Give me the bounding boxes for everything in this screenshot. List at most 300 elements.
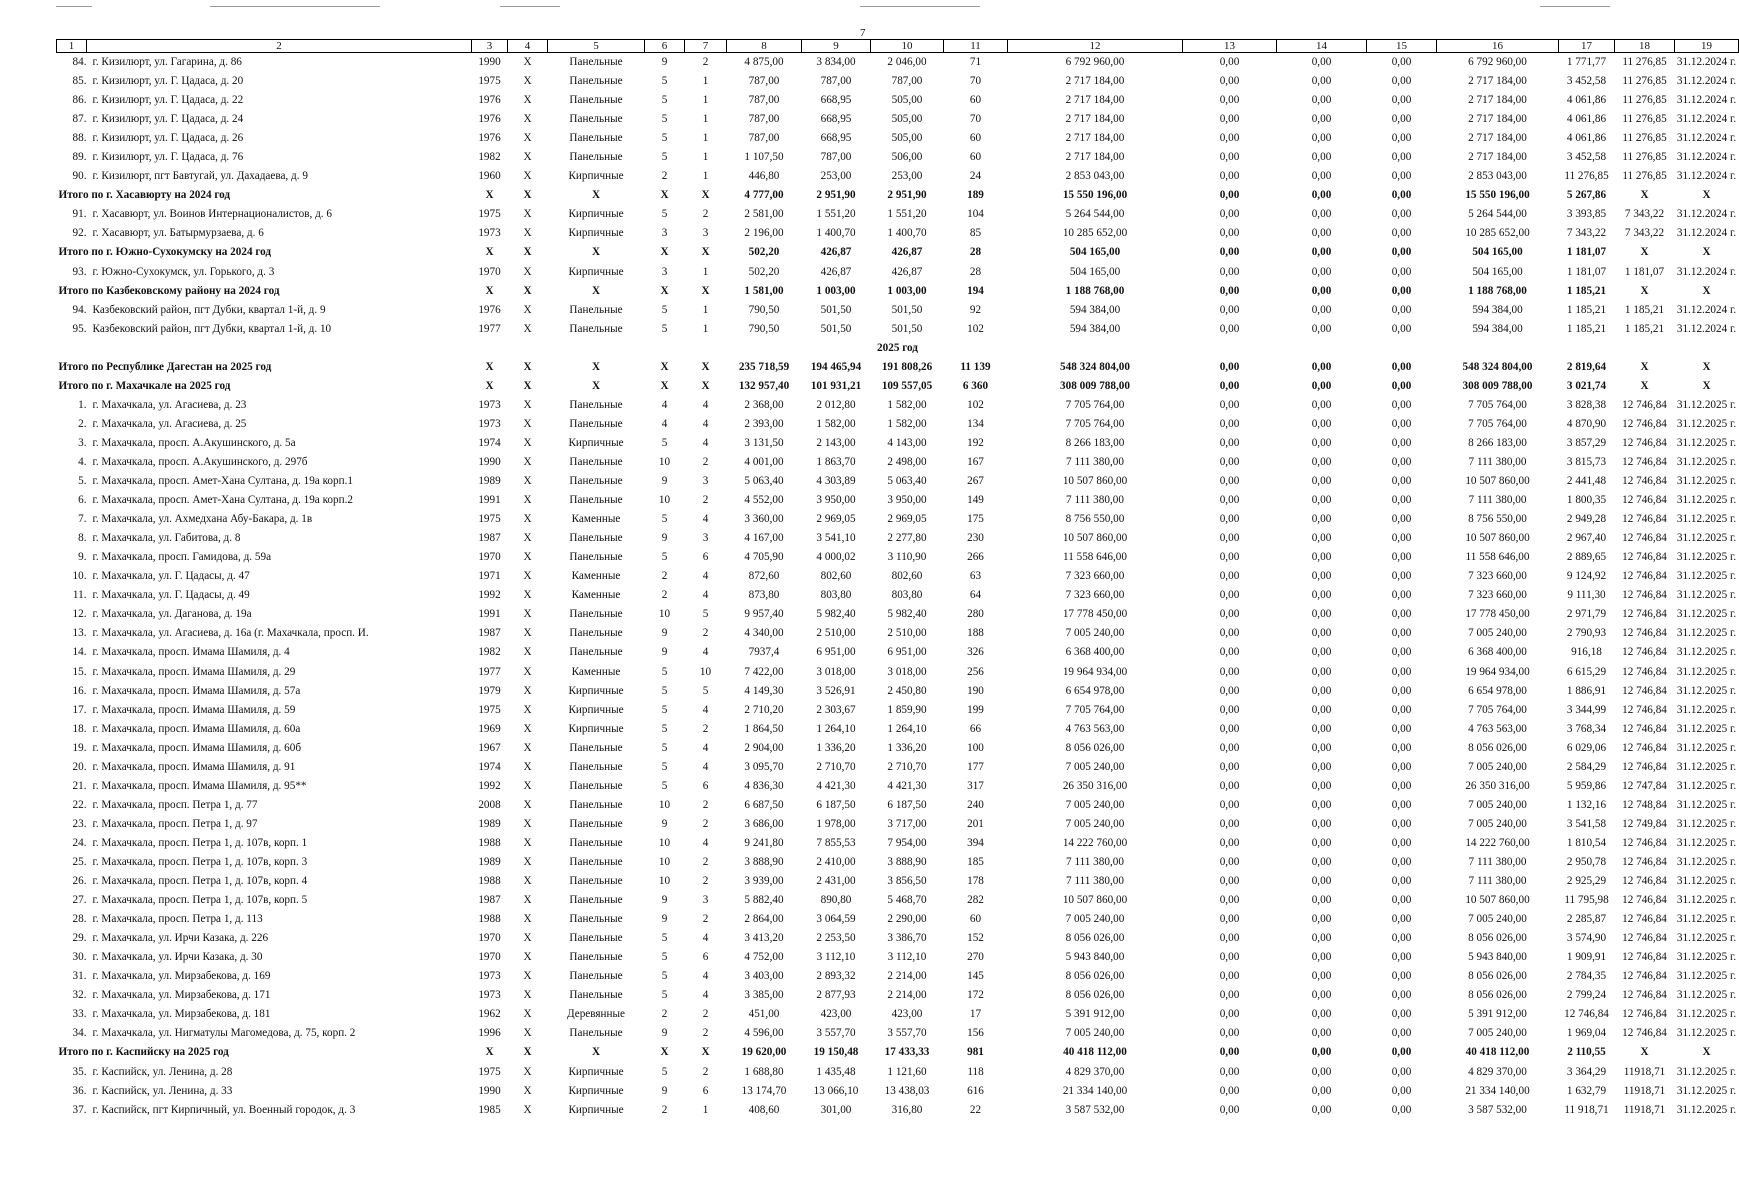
cell-col-12: 15 550 196,00 bbox=[1062, 189, 1128, 202]
cell-col-12: 7 005 240,00 bbox=[1065, 913, 1125, 926]
row-number: 84. bbox=[72, 56, 87, 69]
cell-col-9: 4 000,02 bbox=[816, 551, 856, 564]
cell-col-5: Панельные bbox=[569, 741, 623, 754]
row-number: 15. bbox=[72, 665, 87, 678]
cell-col-12: 7 111 380,00 bbox=[1066, 875, 1124, 888]
cell-col-19: 31.12.2025 г. bbox=[1676, 932, 1737, 945]
cell-col-8: 9 957,40 bbox=[744, 608, 784, 621]
page-number: 7 bbox=[860, 27, 866, 39]
cell-col-9: 3 557,70 bbox=[816, 1027, 856, 1040]
cell-col-10: 4 143,00 bbox=[887, 436, 927, 449]
cell-col-5: Кирпичные bbox=[568, 265, 624, 278]
cell-col-9: 19 150,48 bbox=[813, 1046, 859, 1059]
cell-col-19: 31.12.2024 г. bbox=[1676, 151, 1737, 164]
cell-col-6: 5 bbox=[661, 513, 668, 526]
cell-col-12: 6 792 960,00 bbox=[1065, 56, 1125, 69]
cell-col-17: 1 800,35 bbox=[1566, 494, 1607, 507]
cell-col-18: X bbox=[1640, 360, 1649, 373]
cell-col-9: 890,80 bbox=[820, 894, 852, 907]
cell-col-9: 668,95 bbox=[820, 113, 852, 126]
cell-col-6: 10 bbox=[658, 798, 671, 811]
cell-col-12: 548 324 804,00 bbox=[1060, 360, 1130, 373]
subtotal-label: Итого по г. Махачкале на 2025 год bbox=[58, 379, 231, 392]
address-text: г. Махачкала, ул. Мирзабекова, д. 181 bbox=[92, 1008, 271, 1021]
cell-col-19: X bbox=[1702, 284, 1711, 297]
cell-col-16: 2 717 184,00 bbox=[1468, 151, 1527, 164]
cell-col-4: X bbox=[523, 151, 532, 164]
table-row bbox=[57, 414, 1739, 433]
cell-col-18: 11918,71 bbox=[1623, 1065, 1666, 1078]
cell-col-17: 2 950,78 bbox=[1566, 855, 1607, 868]
cell-col-5: Панельные bbox=[569, 1027, 623, 1040]
cell-col-5: X bbox=[591, 189, 601, 202]
row-number: 93. bbox=[72, 265, 87, 278]
cell-col-19: 31.12.2025 г. bbox=[1676, 741, 1737, 754]
cell-col-12: 8 266 183,00 bbox=[1065, 436, 1125, 449]
row-number: 11. bbox=[72, 589, 87, 602]
cell-col-5: Панельные bbox=[569, 646, 623, 659]
cell-col-6: 9 bbox=[661, 894, 668, 907]
row-number: 16. bbox=[72, 684, 87, 697]
cell-col-9: 253,00 bbox=[820, 170, 852, 183]
cell-col-14: 0,00 bbox=[1311, 760, 1332, 773]
cell-col-7: X bbox=[701, 379, 710, 392]
cell-col-10: 423,00 bbox=[891, 1008, 923, 1021]
cell-col-8: 4 001,00 bbox=[744, 456, 784, 468]
cell-col-18: 1 185,21 bbox=[1624, 303, 1665, 316]
row-number: 91. bbox=[72, 208, 87, 221]
cell-col-11: 256 bbox=[967, 665, 984, 678]
cell-col-13: 0,00 bbox=[1219, 1065, 1240, 1078]
cell-col-11: 17 bbox=[969, 1008, 982, 1021]
cell-col-10: 17 433,33 bbox=[884, 1046, 930, 1059]
cell-col-12: 7 005 240,00 bbox=[1065, 760, 1125, 773]
cell-col-4: X bbox=[523, 322, 532, 335]
cell-col-12: 11 558 646,00 bbox=[1063, 551, 1127, 564]
cell-col-10: 253,00 bbox=[891, 170, 923, 183]
cell-col-16: 2 717 184,00 bbox=[1468, 75, 1527, 88]
address-cell bbox=[57, 948, 472, 967]
cell-col-9: 3 526,91 bbox=[816, 684, 856, 697]
cell-col-16: 7 323 660,00 bbox=[1468, 570, 1527, 583]
cell-col-11: 70 bbox=[969, 75, 982, 88]
cell-col-8: 502,20 bbox=[748, 265, 780, 278]
cell-col-19: 31.12.2024 г. bbox=[1676, 75, 1737, 88]
cell-col-19: 31.12.2025 г. bbox=[1676, 836, 1737, 849]
cell-col-13: 0,00 bbox=[1219, 951, 1240, 964]
cell-col-3: 1975 bbox=[478, 1065, 501, 1078]
cell-col-13: 0,00 bbox=[1219, 836, 1240, 849]
cell-col-15: 0,00 bbox=[1391, 494, 1412, 507]
cell-col-14: 0,00 bbox=[1311, 94, 1332, 107]
cell-col-3: 1974 bbox=[478, 760, 501, 773]
cell-col-4: X bbox=[523, 132, 532, 145]
cell-col-9: 1 582,00 bbox=[816, 417, 856, 430]
cell-col-15: 0,00 bbox=[1391, 170, 1412, 183]
cell-col-8: 3 131,50 bbox=[744, 436, 784, 449]
cell-col-6: 10 bbox=[658, 836, 671, 849]
cell-col-14: 0,00 bbox=[1311, 646, 1332, 659]
cell-col-10: 803,80 bbox=[891, 589, 923, 602]
cell-col-12: 7 705 764,00 bbox=[1065, 417, 1125, 430]
year-label: 2025 год bbox=[877, 341, 918, 354]
cell-col-12: 8 056 026,00 bbox=[1065, 741, 1125, 754]
cell-col-13: 0,00 bbox=[1219, 475, 1240, 488]
table-row bbox=[57, 1005, 1739, 1024]
cell-col-7: 4 bbox=[702, 646, 709, 659]
address-cell bbox=[57, 929, 472, 948]
row-number: 88. bbox=[72, 132, 87, 145]
cell-col-6: 5 bbox=[661, 760, 668, 773]
cell-col-10: 7 954,00 bbox=[887, 836, 927, 849]
address-cell bbox=[57, 300, 472, 319]
cell-col-15: 0,00 bbox=[1391, 951, 1412, 964]
table-row bbox=[57, 776, 1739, 795]
cell-col-7: 2 bbox=[702, 56, 709, 69]
cell-col-3: 1973 bbox=[478, 970, 501, 983]
cell-col-6: 5 bbox=[661, 989, 668, 1002]
cell-col-6: 9 bbox=[661, 627, 668, 640]
cell-col-10: 5 468,70 bbox=[887, 894, 927, 907]
row-number: 30. bbox=[72, 951, 87, 964]
cell-col-10: 1 400,70 bbox=[887, 227, 927, 240]
cell-col-9: 1 435,48 bbox=[816, 1065, 856, 1078]
cell-col-14: 0,00 bbox=[1311, 303, 1332, 316]
cell-col-11: 326 bbox=[967, 646, 984, 659]
cell-col-15: 0,00 bbox=[1391, 284, 1412, 297]
cell-col-4: X bbox=[523, 894, 532, 907]
cell-col-17: 11 918,71 bbox=[1564, 1103, 1609, 1116]
cell-col-11: 63 bbox=[969, 570, 982, 583]
row-number: 1. bbox=[78, 398, 87, 411]
header-row bbox=[57, 40, 1739, 53]
cell-col-12: 2 717 184,00 bbox=[1065, 132, 1125, 145]
cell-col-17: 6 615,29 bbox=[1566, 665, 1607, 678]
cell-col-11: 60 bbox=[969, 94, 982, 107]
cell-col-14: 0,00 bbox=[1311, 265, 1332, 278]
cell-col-11: 28 bbox=[969, 265, 982, 278]
cell-col-13: 0,00 bbox=[1219, 151, 1240, 164]
cell-col-19: 31.12.2025 г. bbox=[1676, 532, 1737, 545]
cell-col-5: Панельные bbox=[569, 551, 623, 564]
cell-col-16: 308 009 788,00 bbox=[1462, 379, 1533, 392]
row-number: 17. bbox=[72, 703, 87, 716]
cell-col-18: 12 746,84 bbox=[1622, 875, 1667, 888]
cell-col-14: 0,00 bbox=[1311, 551, 1332, 564]
cell-col-4: X bbox=[523, 189, 532, 202]
cell-col-5: Панельные bbox=[569, 760, 623, 773]
cell-col-14: 0,00 bbox=[1311, 189, 1332, 202]
cell-col-19: 31.12.2025 г. bbox=[1676, 951, 1737, 964]
cell-col-10: 506,00 bbox=[891, 151, 923, 164]
cell-col-3: X bbox=[485, 284, 494, 297]
cell-col-7: 4 bbox=[702, 570, 709, 583]
cell-col-10: 5 982,40 bbox=[887, 608, 927, 621]
cell-col-5: Панельные bbox=[569, 456, 623, 468]
cell-col-16: 26 350 316,00 bbox=[1465, 779, 1530, 792]
cell-col-8: 6 687,50 bbox=[744, 798, 784, 811]
cell-col-12: 594 384,00 bbox=[1069, 303, 1121, 316]
cell-col-17: 1 181,07 bbox=[1566, 246, 1607, 259]
row-number: 9. bbox=[78, 551, 87, 564]
cell-col-18: X bbox=[1640, 1046, 1649, 1059]
cell-col-18: 12 747,84 bbox=[1622, 779, 1667, 792]
cell-col-9: 802,60 bbox=[820, 570, 852, 583]
cell-col-17: 1 632,79 bbox=[1566, 1084, 1607, 1097]
cell-col-3: 1989 bbox=[478, 817, 501, 830]
cell-col-7: 2 bbox=[702, 817, 709, 830]
address-cell bbox=[57, 167, 472, 186]
cell-col-18: 11 276,85 bbox=[1622, 151, 1667, 164]
cell-col-7: 4 bbox=[702, 970, 709, 983]
cell-col-13: 0,00 bbox=[1219, 246, 1240, 259]
cell-col-9: 426,87 bbox=[820, 265, 852, 278]
cell-col-12: 7 005 240,00 bbox=[1065, 798, 1125, 811]
address-text: г. Кизилюрт, ул. Г. Цадаса, д. 20 bbox=[92, 75, 244, 88]
address-cell bbox=[57, 148, 472, 167]
cell-col-3: 1992 bbox=[478, 589, 501, 602]
column-header: 16 bbox=[1437, 40, 1559, 53]
cell-col-14: 0,00 bbox=[1311, 417, 1332, 430]
table-row bbox=[57, 433, 1739, 452]
cell-col-7: 2 bbox=[702, 208, 709, 221]
cell-col-6: 5 bbox=[661, 208, 668, 221]
cell-col-19: 31.12.2025 г. bbox=[1676, 589, 1737, 602]
cell-col-6: 5 bbox=[661, 132, 668, 145]
address-text: г. Махачкала, ул. Г. Цадасы, д. 47 bbox=[92, 570, 250, 583]
address-cell bbox=[57, 891, 472, 910]
cell-col-12: 3 587 532,00 bbox=[1065, 1103, 1125, 1116]
cell-col-4: X bbox=[523, 246, 532, 259]
cell-col-15: 0,00 bbox=[1391, 703, 1412, 716]
address-text: г. Махачкала, просп. Имама Шамиля, д. 60б bbox=[92, 741, 302, 754]
cell-col-10: 2 214,00 bbox=[887, 970, 927, 983]
cell-col-6: 5 bbox=[661, 551, 668, 564]
cell-col-9: 787,00 bbox=[820, 151, 852, 164]
cell-col-16: 7 005 240,00 bbox=[1468, 913, 1527, 926]
cell-col-7: 5 bbox=[702, 684, 709, 697]
address-text: г. Южно-Сухокумск, ул. Горького, д. 3 bbox=[92, 265, 275, 278]
table-row bbox=[57, 72, 1739, 91]
row-number: 10. bbox=[72, 570, 87, 583]
cell-col-7: 4 bbox=[702, 836, 709, 849]
cell-col-10: 3 112,10 bbox=[887, 951, 927, 964]
cell-col-8: 3 095,70 bbox=[744, 760, 784, 773]
cell-col-3: 1985 bbox=[478, 1103, 501, 1116]
cell-col-9: 3 834,00 bbox=[816, 56, 856, 69]
cell-col-7: 5 bbox=[702, 608, 709, 621]
cell-col-12: 10 507 860,00 bbox=[1062, 894, 1128, 907]
cell-col-19: 31.12.2024 г. bbox=[1676, 94, 1737, 107]
cell-col-18: 12 746,84 bbox=[1622, 627, 1667, 640]
cell-col-13: 0,00 bbox=[1219, 932, 1240, 945]
cell-col-17: 4 061,86 bbox=[1566, 94, 1607, 107]
cell-col-19: X bbox=[1702, 246, 1711, 259]
cell-col-17: 3 393,85 bbox=[1566, 208, 1607, 221]
cell-col-10: 1 582,00 bbox=[887, 398, 927, 411]
cell-col-14: 0,00 bbox=[1311, 741, 1332, 754]
cell-col-9: 2 710,70 bbox=[816, 760, 856, 773]
cell-col-4: X bbox=[523, 1008, 532, 1021]
address-cell bbox=[57, 1062, 472, 1081]
cell-col-5: Кирпичные bbox=[568, 170, 624, 183]
cell-col-4: X bbox=[523, 608, 532, 621]
cell-col-11: 280 bbox=[967, 608, 984, 621]
cell-col-3: 1977 bbox=[478, 322, 501, 335]
column-header: 15 bbox=[1367, 40, 1437, 53]
cell-col-8: 2 581,00 bbox=[744, 208, 784, 221]
cell-col-6: 5 bbox=[661, 1065, 668, 1078]
cell-col-8: 4 875,00 bbox=[744, 56, 784, 69]
cell-col-4: X bbox=[523, 1103, 532, 1116]
cell-col-5: Панельные bbox=[569, 494, 623, 507]
cell-col-6: 10 bbox=[658, 608, 671, 621]
cell-col-7: 2 bbox=[702, 1008, 709, 1021]
cell-col-13: 0,00 bbox=[1219, 703, 1240, 716]
cell-col-4: X bbox=[523, 398, 532, 411]
cell-col-3: 1962 bbox=[478, 1008, 501, 1021]
cell-col-13: 0,00 bbox=[1219, 284, 1240, 297]
cell-col-13: 0,00 bbox=[1219, 398, 1240, 411]
cell-col-18: 12 746,84 bbox=[1622, 760, 1667, 773]
cell-col-3: 1975 bbox=[478, 703, 501, 716]
cell-col-6: 9 bbox=[661, 56, 668, 69]
cell-col-16: 7 323 660,00 bbox=[1468, 589, 1527, 602]
address-cell bbox=[57, 1024, 472, 1043]
cell-col-19: 31.12.2024 г. bbox=[1676, 170, 1737, 183]
column-header: 4 bbox=[508, 40, 548, 53]
cell-col-6: 9 bbox=[661, 532, 668, 545]
address-text: г. Махачкала, просп. Гамидова, д. 59а bbox=[92, 551, 272, 564]
cell-col-5: Кирпичные bbox=[568, 1084, 624, 1097]
cell-col-5: Панельные bbox=[569, 970, 623, 983]
row-number: 7. bbox=[78, 513, 87, 526]
table-row bbox=[57, 1100, 1739, 1119]
cell-col-5: Кирпичные bbox=[568, 684, 624, 697]
cell-col-18: 12 746,84 bbox=[1622, 970, 1667, 983]
cell-col-10: 191 808,26 bbox=[881, 360, 933, 373]
address-cell bbox=[57, 491, 472, 510]
cell-col-8: 4 777,00 bbox=[744, 189, 784, 202]
cell-col-11: 177 bbox=[967, 760, 984, 773]
cell-col-13: 0,00 bbox=[1219, 875, 1240, 888]
cell-col-17: 1 969,04 bbox=[1566, 1027, 1607, 1040]
cell-col-7: 1 bbox=[702, 75, 709, 88]
cell-col-11: 145 bbox=[967, 970, 984, 983]
address-text: г. Махачкала, просп. Имама Шамиля, д. 60а bbox=[92, 722, 301, 735]
address-cell bbox=[57, 1100, 472, 1119]
cell-col-14: 0,00 bbox=[1311, 932, 1332, 945]
address-text: г. Махачкала, просп. Петра 1, д. 107в, корп. 5 bbox=[92, 894, 308, 907]
cell-col-7: 2 bbox=[702, 1027, 709, 1040]
column-header: 5 bbox=[548, 40, 645, 53]
cell-col-4: X bbox=[523, 741, 532, 754]
cell-col-12: 5 391 912,00 bbox=[1065, 1008, 1125, 1021]
cell-col-15: 0,00 bbox=[1391, 608, 1412, 621]
cell-col-13: 0,00 bbox=[1219, 208, 1240, 221]
address-text: г. Махачкала, просп. А.Акушинского, д. 297б bbox=[92, 456, 308, 468]
subtotal-label: Итого по Республике Дагестан на 2025 год bbox=[58, 360, 272, 373]
cell-col-19: 31.12.2024 г. bbox=[1676, 208, 1737, 221]
cell-col-8: 4 552,00 bbox=[744, 494, 784, 507]
cell-col-8: 132 957,40 bbox=[738, 379, 790, 392]
cell-col-5: Панельные bbox=[569, 398, 623, 411]
cell-col-13: 0,00 bbox=[1219, 436, 1240, 449]
table-row bbox=[57, 662, 1739, 681]
cell-col-11: 118 bbox=[967, 1065, 984, 1078]
cell-col-4: X bbox=[523, 513, 532, 526]
cell-col-15: 0,00 bbox=[1391, 760, 1412, 773]
subtotal-label: Итого по г. Каспийску на 2025 год bbox=[58, 1046, 229, 1059]
cell-col-4: X bbox=[523, 494, 532, 507]
cell-col-13: 0,00 bbox=[1219, 665, 1240, 678]
cell-col-18: 12 746,84 bbox=[1622, 589, 1667, 602]
cell-col-16: 14 222 760,00 bbox=[1465, 836, 1530, 849]
table-row bbox=[57, 548, 1739, 567]
cell-col-6: 5 bbox=[661, 303, 668, 316]
cell-col-17: 11 795,98 bbox=[1564, 894, 1609, 907]
cell-col-15: 0,00 bbox=[1391, 1103, 1412, 1116]
table-row bbox=[57, 719, 1739, 738]
cell-col-19: 31.12.2024 г. bbox=[1676, 113, 1737, 126]
row-number: 36. bbox=[72, 1084, 87, 1097]
cell-col-18: 12 746,84 bbox=[1622, 741, 1667, 754]
cell-col-15: 0,00 bbox=[1391, 208, 1412, 221]
cell-col-12: 7 705 764,00 bbox=[1065, 703, 1125, 716]
address-text: г. Махачкала, просп. Имама Шамиля, д. 4 bbox=[92, 646, 290, 659]
cell-col-10: 3 110,90 bbox=[887, 551, 927, 564]
cell-col-8: 19 620,00 bbox=[741, 1046, 787, 1059]
address-text: г. Махачкала, просп. Имама Шамиля, д. 59 bbox=[92, 703, 296, 716]
cell-col-13: 0,00 bbox=[1219, 989, 1240, 1002]
cell-col-10: 505,00 bbox=[891, 94, 923, 107]
cell-col-14: 0,00 bbox=[1311, 436, 1332, 449]
cell-col-8: 4 340,00 bbox=[744, 627, 784, 640]
cell-col-15: 0,00 bbox=[1391, 227, 1412, 240]
cell-col-12: 308 009 788,00 bbox=[1060, 379, 1130, 392]
cell-col-16: 4 763 563,00 bbox=[1468, 722, 1527, 735]
cell-col-9: 4 421,30 bbox=[816, 779, 856, 792]
cell-col-3: 1989 bbox=[478, 475, 501, 488]
address-text: г. Махачкала, ул. Ахмедхана Абу-Бакара, д. 1в bbox=[92, 513, 313, 526]
cell-col-14: 0,00 bbox=[1311, 494, 1332, 507]
cell-col-4: X bbox=[523, 456, 532, 468]
cell-col-10: 3 856,50 bbox=[887, 875, 927, 888]
address-text: г. Махачкала, ул. Ирчи Казака, д. 30 bbox=[92, 951, 263, 964]
cell-col-3: 1982 bbox=[478, 151, 501, 164]
cell-col-16: 3 587 532,00 bbox=[1468, 1103, 1527, 1116]
cell-col-18: 12 746,84 bbox=[1622, 855, 1667, 868]
cell-col-10: 2 510,00 bbox=[887, 627, 927, 640]
cell-col-7: 2 bbox=[702, 875, 709, 888]
cell-col-11: 175 bbox=[967, 513, 984, 526]
column-header: 7 bbox=[685, 40, 727, 53]
cell-col-5: Панельные bbox=[569, 913, 623, 926]
cell-col-14: 0,00 bbox=[1311, 855, 1332, 868]
cell-col-19: 31.12.2025 г. bbox=[1676, 855, 1737, 868]
cell-col-15: 0,00 bbox=[1391, 913, 1412, 926]
cell-col-10: 1 003,00 bbox=[887, 284, 927, 297]
cell-col-13: 0,00 bbox=[1219, 779, 1240, 792]
cell-col-3: 1970 bbox=[478, 551, 501, 564]
row-number: 12. bbox=[72, 608, 87, 621]
cell-col-6: 10 bbox=[658, 456, 671, 468]
cell-col-16: 8 056 026,00 bbox=[1468, 741, 1527, 754]
table-row bbox=[57, 1024, 1739, 1043]
cell-col-4: X bbox=[523, 1065, 532, 1078]
cell-col-18: 12 746,84 bbox=[1622, 532, 1667, 545]
cell-col-5: Каменные bbox=[571, 665, 621, 678]
